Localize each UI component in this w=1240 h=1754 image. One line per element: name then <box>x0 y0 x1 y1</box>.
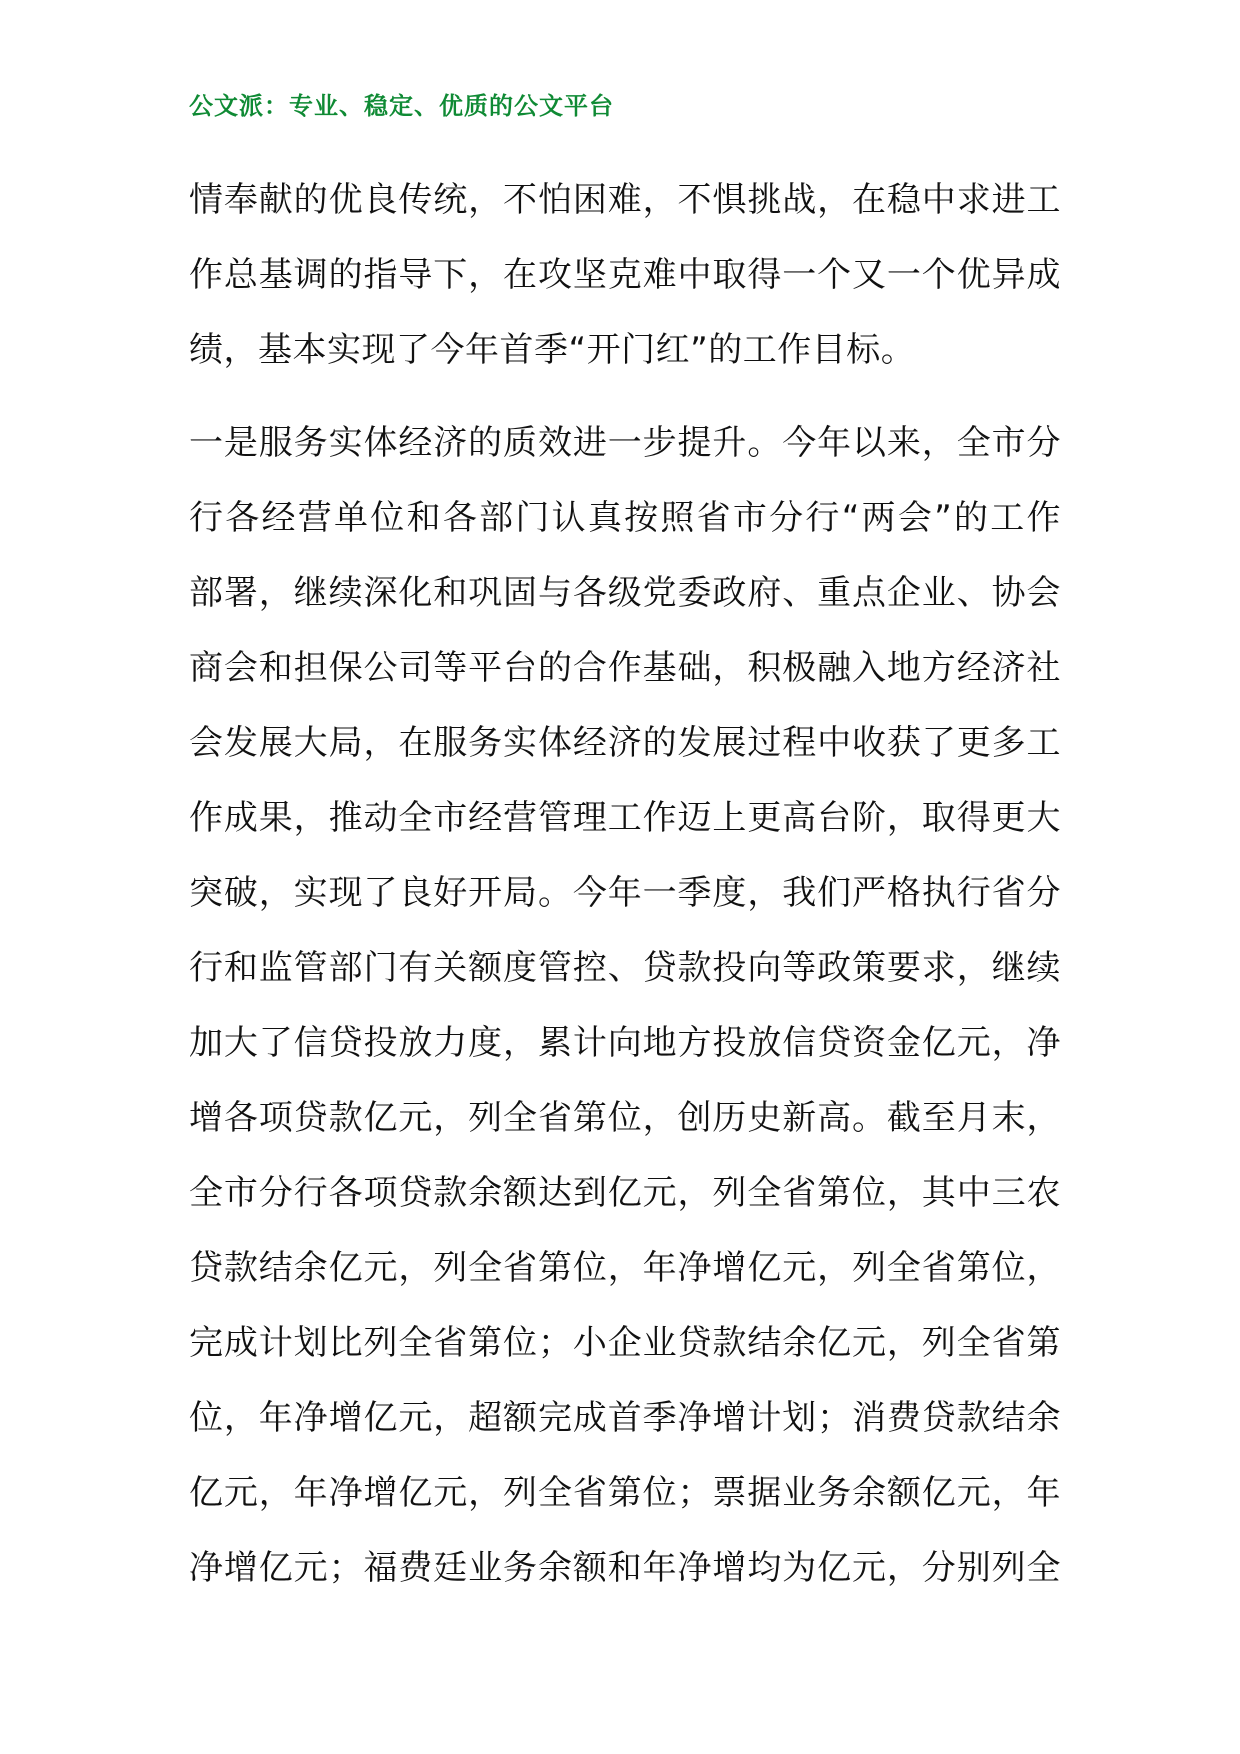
text-line: 商会和担保公司等平台的合作基础，积极融入地方经济社 <box>189 648 1061 688</box>
text-line: 完成计划比列全省第位；小企业贷款结余亿元，列全省第 <box>189 1323 1061 1363</box>
text-line: 行各经营单位和各部门认真按照省市分行“两会”的工作 <box>189 498 1061 538</box>
text-line: 情奉献的优良传统，不怕困难，不惧挑战，在稳中求进工 <box>189 180 1061 220</box>
text-line: 突破，实现了良好开局。今年一季度，我们严格执行省分 <box>189 873 1061 913</box>
paragraph-1 <box>189 163 1061 388</box>
text-line: 全市分行各项贷款余额达到亿元，列全省第位，其中三农 <box>189 1173 1061 1213</box>
text-line: 位，年净增亿元，超额完成首季净增计划；消费贷款结余 <box>189 1398 1061 1438</box>
text-line: 增各项贷款亿元，列全省第位，创历史新高。截至月末， <box>189 1098 1061 1138</box>
document-body <box>189 163 1061 1624</box>
paragraph-2 <box>189 406 1061 1606</box>
text-line: 行和监管部门有关额度管控、贷款投向等政策要求，继续 <box>189 948 1061 988</box>
text-line: 贷款结余亿元，列全省第位，年净增亿元，列全省第位， <box>189 1248 1061 1288</box>
text-line: 会发展大局，在服务实体经济的发展过程中收获了更多工 <box>189 723 1061 763</box>
text-line: 绩，基本实现了今年首季“开门红”的工作目标。 <box>189 330 916 370</box>
text-line: 部署，继续深化和巩固与各级党委政府、重点企业、协会 <box>189 573 1061 613</box>
text-line: 作成果，推动全市经营管理工作迈上更高台阶，取得更大 <box>189 798 1061 838</box>
text-line: 一是服务实体经济的质效进一步提升。今年以来，全市分 <box>189 423 1061 463</box>
header-title: 公文派：专业、稳定、优质的公文平台 <box>189 91 614 120</box>
text-line: 加大了信贷投放力度，累计向地方投放信贷资金亿元，净 <box>189 1023 1061 1063</box>
text-line: 作总基调的指导下，在攻坚克难中取得一个又一个优异成 <box>189 255 1061 295</box>
text-line: 亿元，年净增亿元，列全省第位；票据业务余额亿元，年 <box>189 1473 1061 1513</box>
text-line: 净增亿元；福费廷业务余额和年净增均为亿元，分别列全 <box>189 1548 1061 1588</box>
